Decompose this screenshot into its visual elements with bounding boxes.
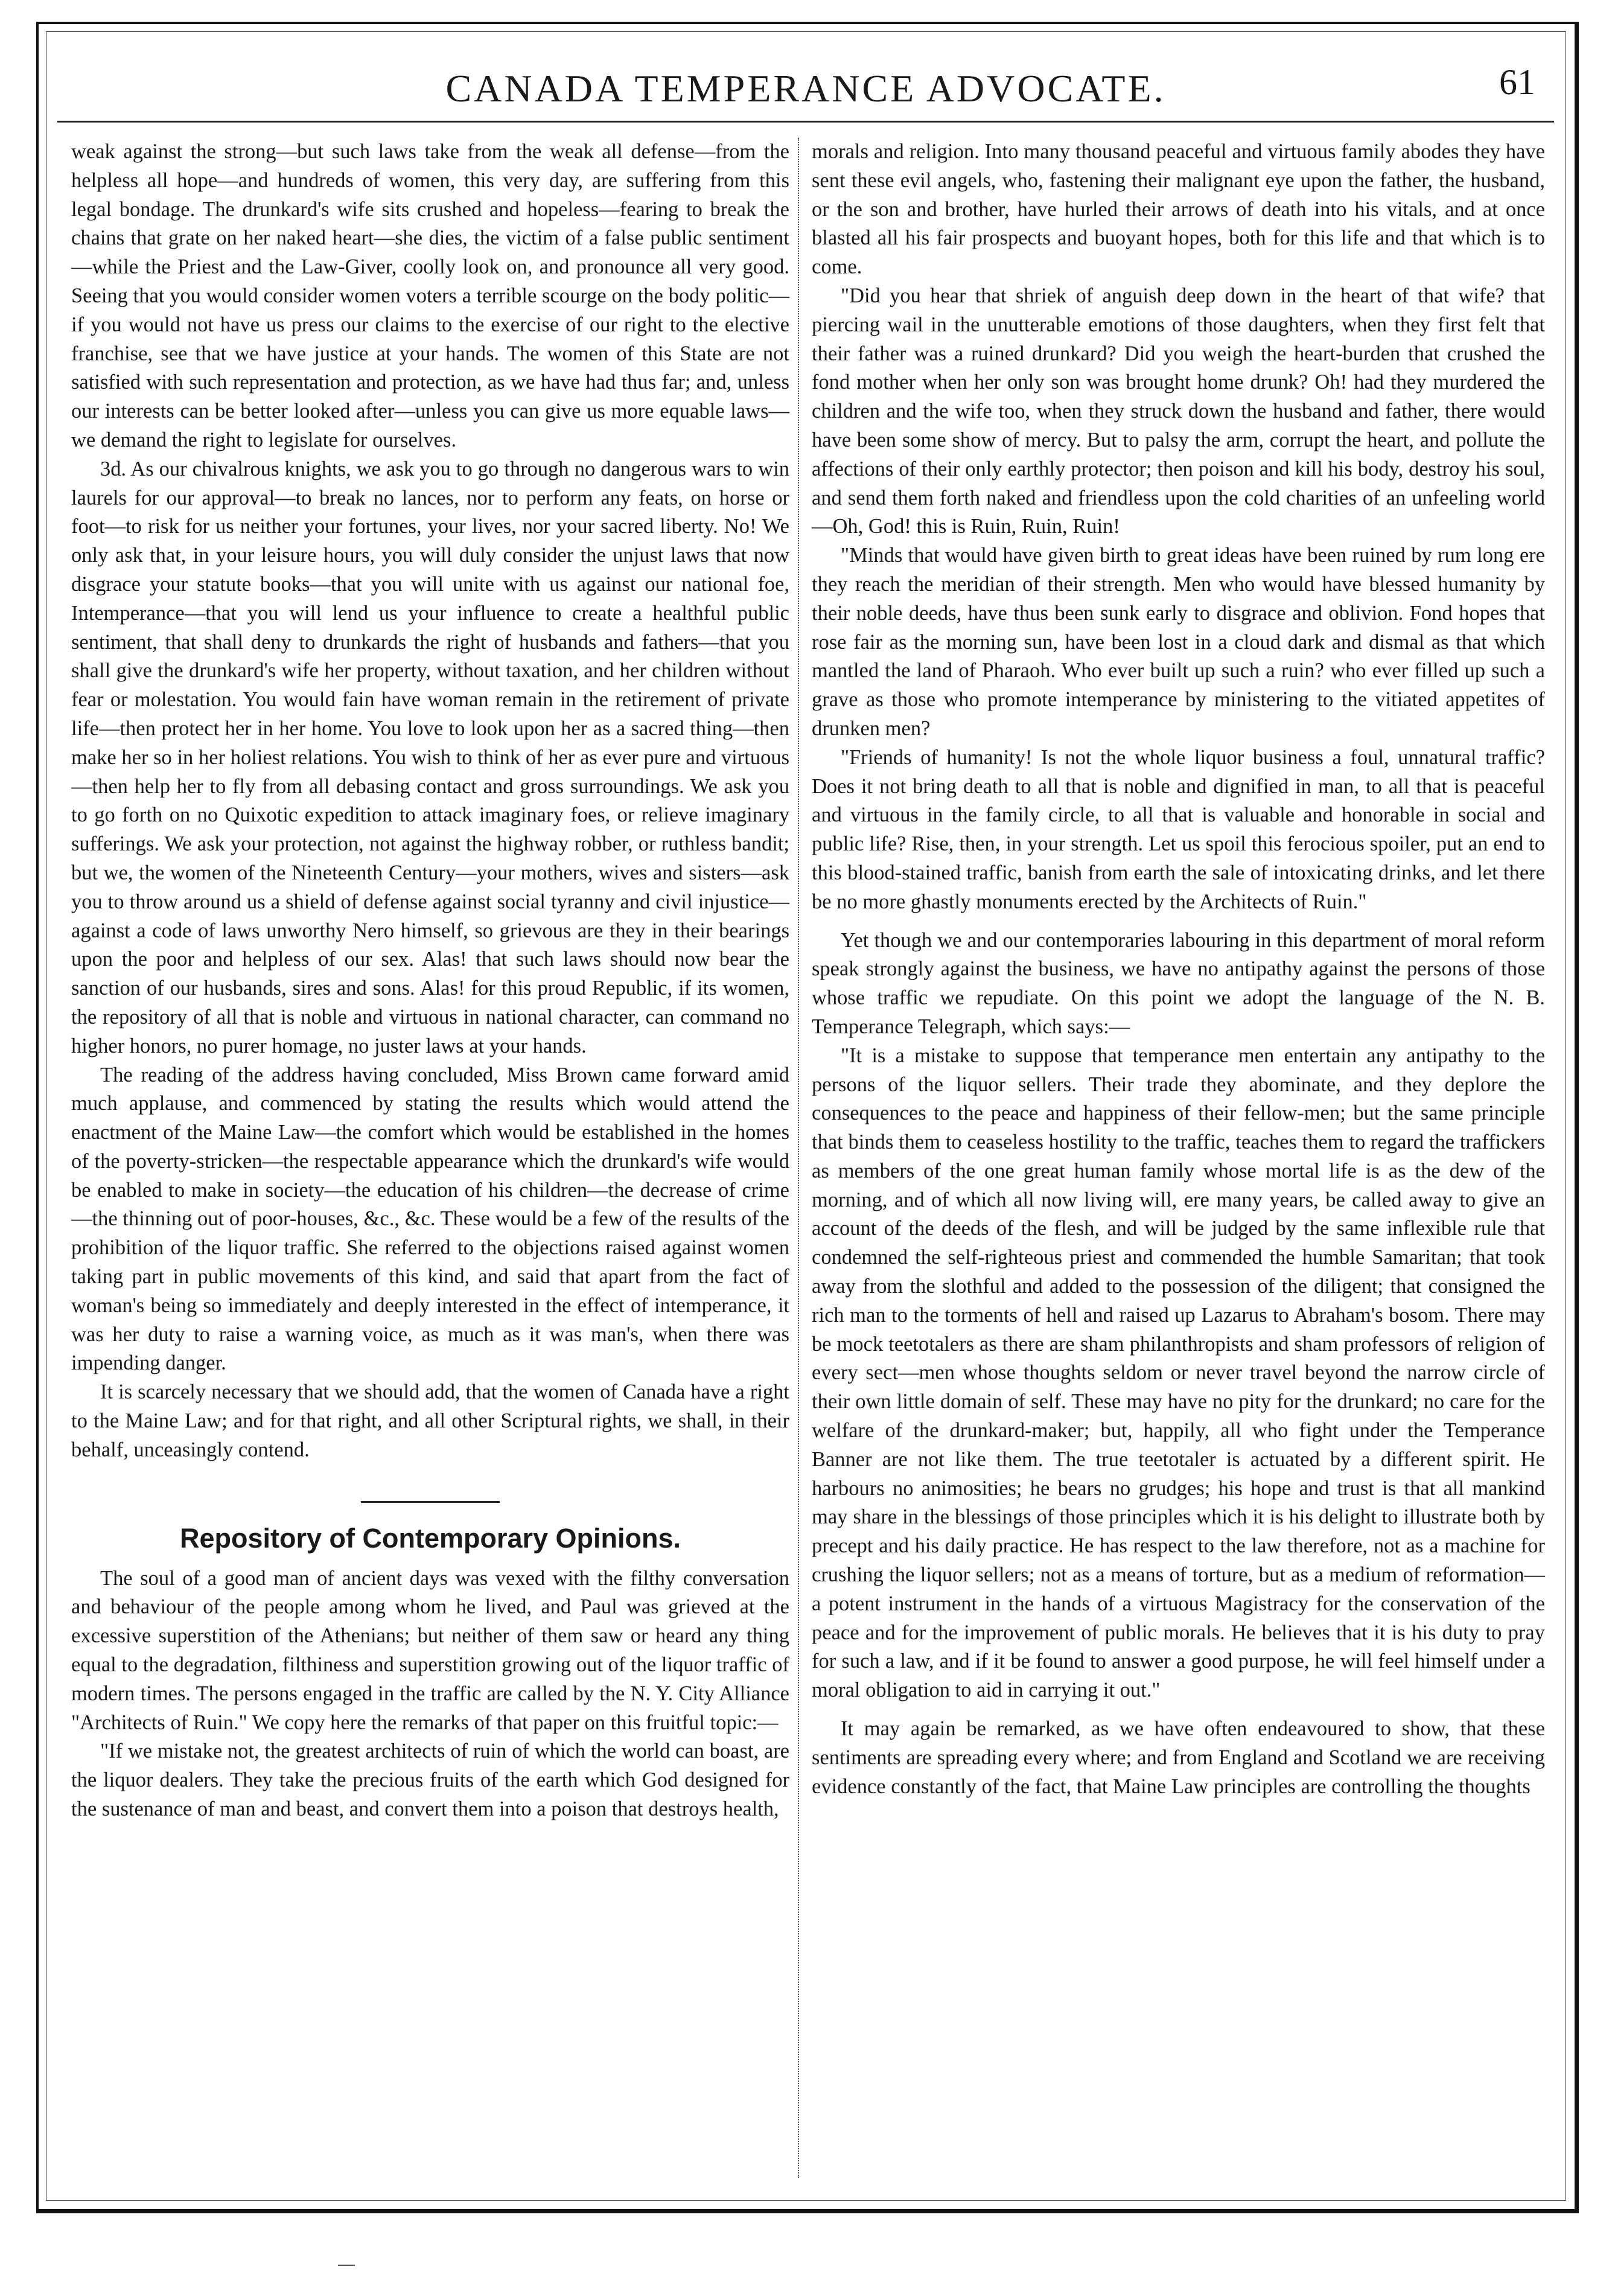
paragraph: The soul of a good man of ancient days was vexed with the filthy conversation and behaviour of the people among whom he lived, and Paul was grieved at the excessive superstition of the Athenians; but neither of them saw or heard any thing equal to the degradation, filthiness and superstition growing out of the liquor traffic of modern times. The persons engaged in the traffic are called by the N. Y. City Alliance "Architects of Ruin." We copy here the remarks of that paper on this fruitful topic:—	[71, 1566, 789, 1734]
paragraph: morals and religion. Into many thousand peaceful and virtuous family abodes they have sent these evil angels, who, fastening their malignant eye upon the father, the husband, or the son and brother, have hurled their arrows of death into his vitals, and at once blasted all his fair prospects and buoyant hopes, both for this life and that which is to come.	[812, 140, 1545, 279]
paragraph: The reading of the address having concluded, Miss Brown came forward amid much applause, and commenced by stating the results which would attend the enactment of the Maine Law—the comfort which would be established in the homes of the poverty-stricken—the respectable appearance which the drunkard's wife would be enabled to make in society—the education of his children—the decrease of crime—the thinning out of poor-houses, &c., &c. These would be a few of the results of the prohibition of the liquor traffic. She referred to the objections raised against women taking part in public movements of this kind, and said that apart from the fact of woman's being so immediately and deeply interested in the effect of intemperance, it was her duty to raise a warning voice, as much as it was man's, when there was impending danger.	[71, 1063, 789, 1375]
header-rule	[57, 121, 1554, 123]
paragraph: weak against the strong—but such laws take from the weak all defense—from the helpless all hope—and hundreds of women, this very day, are suffering from this legal bondage. The drunkard's wife sits crushed and hopeless—fearing to break the chains that grate on her naked heart—she dies, the victim of a false public sentiment—while the Priest and the Law-Giver, coolly look on, and pronounce all very good. Seeing that you would consider women voters a terrible scourge on the body politic—if you would not have us press our claims to the exercise of our right to the elective franchise, see that we have justice at your hands. The women of this State are not satisfied with such representation and protection, as we have had thus far; and, unless our interests can be better looked after—unless you can give us more equable laws—we demand the right to legislate for ourselves.	[71, 140, 789, 451]
paragraph: It is scarcely necessary that we should add, that the women of Canada have a right to the Maine Law; and for that right, and all other Scriptural rights, we shall, in their behalf, unceasingly contend.	[71, 1380, 789, 1461]
right-column	[812, 138, 1545, 1801]
paragraph: 3d. As our chivalrous knights, we ask you to go through no dangerous wars to win laurels for our approval—to break no lances, nor to perform any feats, on horse or foot—to risk for us neither your fortunes, your lives, nor your sacred liberty. No! We only ask that, in your leisure hours, you will duly consider the unjust laws that now disgrace your statute books—that you will unite with us against our national foe, Intemperance—that you will lend us your influence to create a healthful public sentiment, that shall deny to drunkards the right of husbands and fathers—that you shall give the drunkard's wife her property, without taxation, and her children without fear or molestation. You would fain have woman remain in the retirement of private life—then protect her in her home. You love to look upon her as a sacred thing—then make her so in her holiest relations. You wish to think of her as ever pure and virtuous—then help her to fly from all debasing contact and gross surroundings. We ask you to go forth on no Quixotic expedition to attack imaginary foes, or relieve imaginary sufferings. We ask your protection, not against the highway robber, or ruthless bandit; but we, the women of the Nineteenth Century—your mothers, wives and sisters—ask you to throw around us a shield of defense against social tyranny and civil injustice—against a code of laws unworthy Nero himself, so grievous are they in their bearings upon the poor and helpless of our sex. Alas! that such laws should now bear the sanction of our husbands, sires and sons. Alas! for this proud Republic, if its women, the repository of all that is noble and virtuous in national character, can command no higher honors, no purer homage, no juster laws at your hands.	[71, 457, 789, 1057]
paragraph: "It is a mistake to suppose that temperance men entertain any antipathy to the persons of the liquor sellers. Their trade they abominate, and they deplore the consequences to the peace and happiness of their fellow-men; but the same principle that binds them to ceaseless hostility to the traffic, teaches them to regard the traffickers as members of the one great human family whose mortal life is as the dew of the morning, and of which all now living will, ere many years, be called away to give an account of the deeds of the flesh, and will be judged by the same inflexible rule that condemned the self-righteous priest and commended the humble Samaritan; that took away from the slothful and added to the possession of the diligent; that consigned the rich man to the torments of hell and raised up Lazarus to Abraham's bosom. There may be mock teetotalers as there are sham philanthropists and sham professors of religion of every sect—men whose thoughts seldom or never travel beyond the narrow circle of their own little domain of self. These may have no pity for the drunkard; no care for the welfare of the drunkard-maker; but, happily, all who fight under the Temperance Banner are not like them. The true teetotaler is actuated by a different spirit. He harbours no animosities; he bears no grudges; his hope and trust is that all mankind may share in the blessings of those principles which it is his delight to illustrate both by precept and his daily practice. He has respect to the law therefore, not as a machine for crushing the liquor sellers; not as a means of torture, but as a medium of reformation—a potent instrument in the hands of a virtuous Magistracy for the conservation of the peace and for the improvement of public morals. He believes that it is his duty to pray for such a law, and if it be found to answer a good purpose, he will feel himself under a moral obligation to aid in carrying it out."	[812, 1044, 1545, 1702]
section-title: Repository of Contemporary Opinions.	[179, 1522, 681, 1554]
paragraph: Yet though we and our contemporaries labouring in this department of moral reform speak strongly against the business, we have no antipathy against the persons of those whose traffic we repudiate. On this point we adopt the language of the N. B. Temperance Telegraph, which says:—	[812, 928, 1545, 1038]
paragraph: "Friends of humanity! Is not the whole liquor business a foul, unnatural traffic? Does it not bring death to all that is noble and dignified in man, to all that is peaceful and virtuous in the family circle, to all that is valuable and honorable in social and public life? Rise, then, in your strength. Let us spoil this ferocious spoiler, put an end to this blood-stained traffic, banish from earth the sale of intoxicating drinks, and let there be no more ghastly monuments erected by the Architects of Ruin."	[812, 745, 1545, 913]
paragraph: "Minds that would have given birth to great ideas have been ruined by rum long ere they reach the meridian of their strength. Men who would have blessed humanity by their noble deeds, have thus been sunk early to disgrace and oblivion. Fond hopes that rose fair as the morning sun, have been lost in a cloud dark and dismal as that which mantled the land of Pharaoh. Who ever built up such a ruin? who ever filled up such a grave as those who promote intemperance by ministering to the vitiated appetites of drunken men?	[812, 544, 1545, 740]
paragraph: It may again be remarked, as we have often endeavoured to show, that these sentiments are spreading every where; and from England and Scotland we are receiving evidence constantly of the fact, that Maine Law principles are controlling the thoughts	[812, 1717, 1545, 1798]
page-header	[54, 53, 1557, 126]
print-mark	[338, 2265, 355, 2266]
left-column	[71, 138, 789, 1824]
section-divider	[361, 1501, 500, 1503]
paragraph: "If we mistake not, the greatest architects of ruin of which the world can boast, are the liquor dealers. They take the precious fruits of the earth which God designed for the sustenance of man and beast, and convert them into a poison that destroys health,	[71, 1740, 789, 1821]
publication-title: CANADA TEMPERANCE ADVOCATE.	[445, 67, 1166, 110]
column-divider	[798, 138, 799, 2178]
page-number: 61	[1499, 62, 1535, 102]
paragraph: "Did you hear that shriek of anguish deep down in the heart of that wife? that piercing wail in the unutterable emotions of those daughters, when they first felt that their father was a ruined drunkard? Did you weigh the heart-burden that crushed the fond mother when her only son was brought home drunk? Oh! had they murdered the children and the wife too, when they struck down the husband and father, there would have been some show of mercy. But to palsy the arm, corrupt the heart, and pollute the affections of their only earthly protector; then poison and kill his body, destroy his soul, and send them forth naked and friendless upon the cold charities of an unfeeling world—Oh, God! this is Ruin, Ruin, Ruin!	[812, 284, 1545, 538]
